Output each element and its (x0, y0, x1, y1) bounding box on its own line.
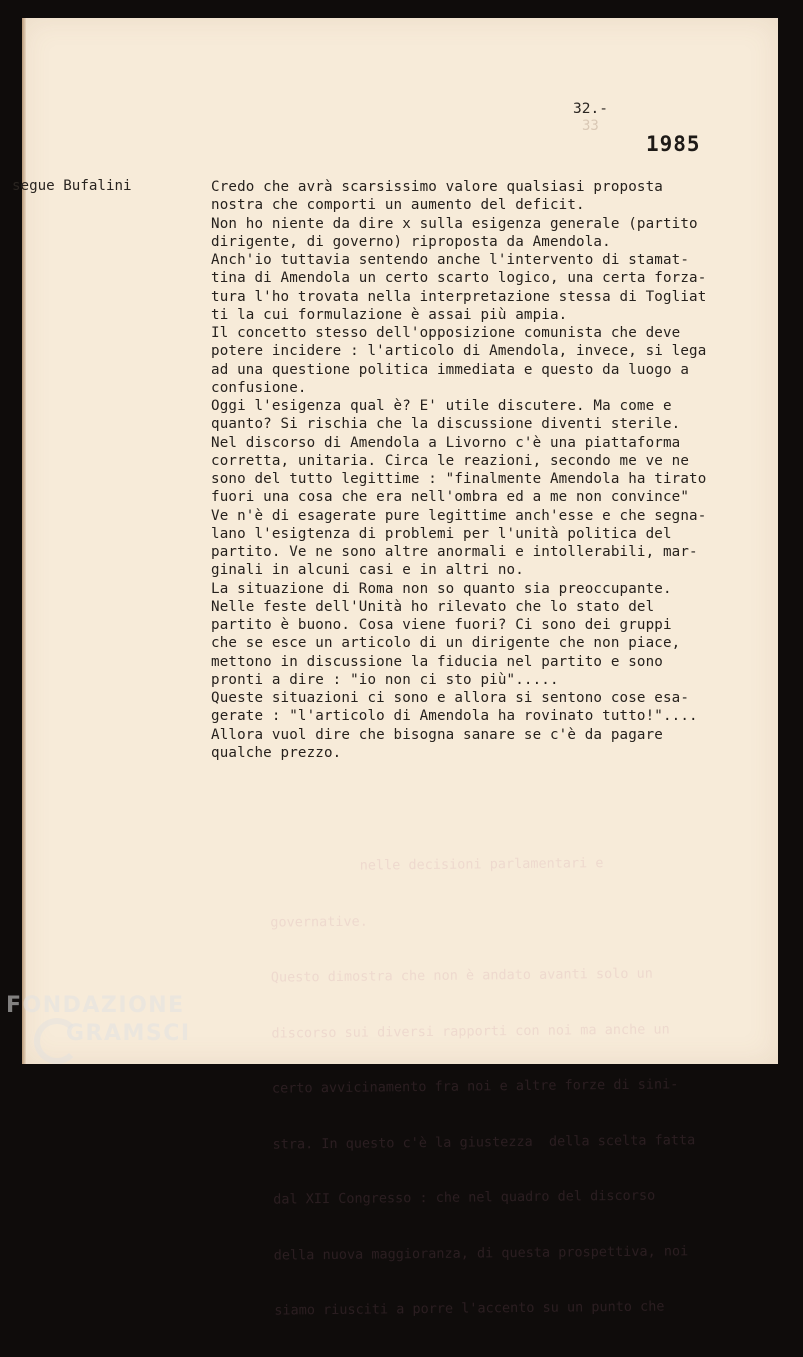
text-line: Anch'io tuttavia sentendo anche l'intervento di stamat- (211, 252, 690, 268)
bleed-through-line: discorso sui diversi rapporti con noi ma anche un (271, 1020, 670, 1042)
text-line: La situazione di Roma non so quanto sia preoccupante. (211, 580, 672, 597)
bleed-through-line: certo avvicinamento fra noi e altre forze di sini- (271, 1076, 679, 1097)
text-line: che se esce un articolo di un dirigente che non piace, (211, 635, 681, 652)
bleed-through-line: siamo riusciti a porre l'accento su un punto che (274, 1298, 665, 1319)
bleed-through-line: nelle decisioni parlamentari e (359, 855, 604, 874)
text-line: Nel discorso di Amendola a Livorno c'è una piattaforma (211, 434, 681, 451)
text-line: sono del tutto legittime : "finalmente Amendola ha tirato (211, 471, 707, 487)
bleed-through-line: della nuova maggioranza, di questa prospettiva, noi (273, 1242, 689, 1264)
text-line: ad una questione politica immediata e questo da luogo a (211, 361, 690, 378)
text-line: Credo che avrà scarsissimo valore qualsiasi proposta (211, 179, 663, 195)
transcript-body (211, 178, 756, 762)
page-number: 32.- (573, 101, 608, 117)
bleed-through-line: stra. In questo c'è la giustezza della scelta fatta (272, 1131, 696, 1153)
text-line: Oggi l'esigenza qual è? E' utile discutere. Ma come e (211, 398, 672, 414)
text-line: tina di Amendola un certo scarto logico, una certa forza- (211, 270, 707, 287)
text-line: tura l'ho trovata nella interpretazione stessa di Togliat (211, 288, 707, 305)
page-binding-edge (22, 18, 26, 1064)
text-line: nostra che comporti un aumento del deficit. (211, 197, 585, 214)
bleed-through-page-number: 33 (582, 118, 599, 134)
text-line: dirigente, di governo) riproposta da Amendola. (211, 233, 611, 250)
text-line: fuori una cosa che era nell'ombra ed a me non convince" (211, 489, 690, 506)
text-line: mettono in discussione la fiducia nel partito e sono (211, 653, 663, 670)
bleed-through-line: dal XII Congresso : che nel quadro del discorso (273, 1187, 656, 1208)
text-line: pronti a dire : "io non ci sto più"..... (211, 671, 559, 688)
text-line: lano l'esigtenza di problemi per l'unità politica del (211, 525, 672, 542)
speaker-label: segue Bufalini (12, 178, 132, 194)
text-line: Ve n'è di esagerate pure legittime anch'esse e che segna- (211, 507, 707, 524)
text-line: qualche prezzo. (211, 744, 342, 761)
text-line: Nelle feste dell'Unità ho rilevato che lo stato del (211, 598, 655, 615)
archive-watermark (6, 992, 191, 1048)
text-line: partito. Ve ne sono altre anormali e intollerabili, mar- (211, 544, 698, 560)
text-line: ginali in alcuni casi e in altri no. (211, 562, 524, 579)
bleed-through-line: governative. (270, 913, 368, 931)
bleed-through-line: Questo dimostra che non è andato avanti solo un (270, 965, 653, 986)
text-line: potere incidere : l'articolo di Amendola, invece, si lega (211, 343, 707, 360)
text-line: quanto? Si rischia che la discussione diventi sterile. (211, 416, 681, 433)
text-line: Non ho niente da dire x sulla esigenza generale (partito (211, 215, 698, 232)
text-line: partito è buono. Cosa viene fuori? Ci sono dei gruppi (211, 617, 672, 633)
text-line: gerate : "l'articolo di Amendola ha rovinato tutto!".... (211, 708, 698, 725)
text-line: Allora vuol dire che bisogna sanare se c'è da pagare (211, 726, 663, 743)
bleed-through-text (269, 815, 775, 1357)
watermark-line-2: GRAMSCI (66, 1021, 191, 1046)
archive-year: 1985 (646, 132, 701, 156)
text-line: corretta, unitaria. Circa le reazioni, secondo me ve ne (211, 452, 690, 469)
text-line: confusione. (211, 379, 307, 396)
text-line: Queste situazioni ci sono e allora si sentono cose esa- (211, 690, 690, 706)
watermark-line-1: FONDAZIONE (6, 993, 185, 1018)
text-line: Il concetto stesso dell'opposizione comunista che deve (211, 325, 681, 341)
text-line: ti la cui formulazione è assai più ampia. (211, 306, 568, 323)
